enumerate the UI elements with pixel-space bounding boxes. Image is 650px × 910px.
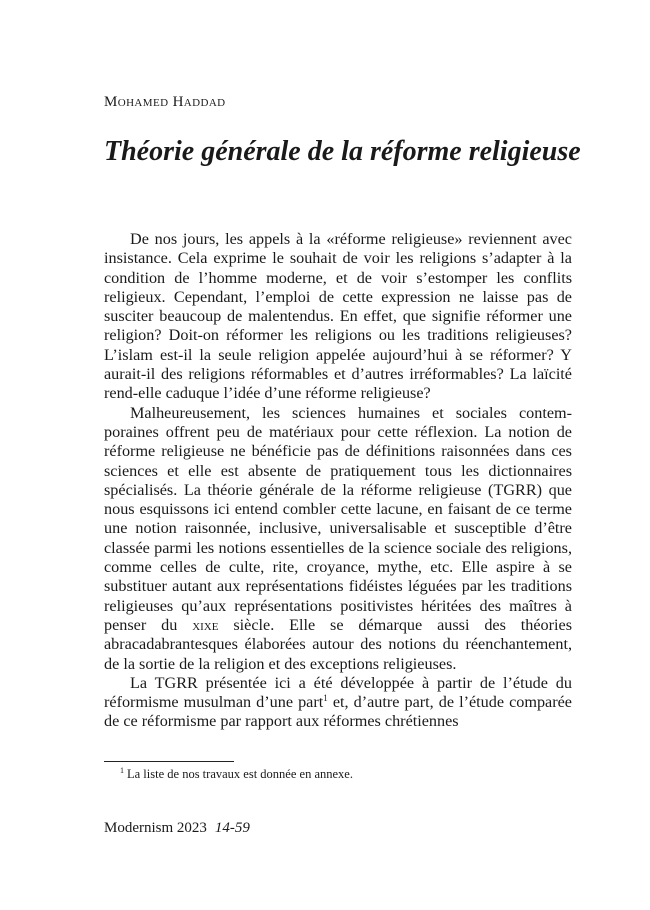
footnote-text: La liste de nos travaux est donnée en annexe. xyxy=(127,767,353,781)
footnote-number: 1 xyxy=(120,766,124,775)
page-range: 14-59 xyxy=(214,820,250,836)
paragraph-3-part-2: et, d’autre part, de l’étude comparée de ce réformisme par rapport aux réformes chrétiennes xyxy=(104,693,572,731)
paragraph-1: De nos jours, les appels à la «réforme religieuse» reviennent avec insistance. Cela exprime le souhait de voir les religions s’adapter à la condition de l’homme moderne, et de voir s’estomper les conflits religieux. Cependant, l’emploi de cette expression ne laisse pas de susciter beaucoup de malentendus. En effet, que signifie réformer une religion? Doit-on réformer les religions ou les traditions religieuses? L’islam est-il la seule religion appelée aujourd’hui à se réformer? Y aurait-il des religions réformables et d’autres irréformables? La laïcité rend-elle caduque l’idée d’une réforme religieuse? xyxy=(104,230,572,403)
footnote-reference[interactable]: 1 xyxy=(323,693,328,704)
footnote-divider xyxy=(104,761,234,762)
paragraph-2-part-2: siècle. Elle se démarque aussi des théories abracadabrantesques élaborées autour des notions du réenchantement, de la sortie de la religion et des exceptions religieuses. xyxy=(104,615,573,673)
journal-name: Modernism 2023 xyxy=(104,820,207,836)
author-name: Mohamed Haddad xyxy=(104,94,226,110)
century-numeral: xixe xyxy=(192,615,219,634)
paragraph-2 xyxy=(104,404,572,674)
paragraph-3-part-1: La TGRR présentée ici a été développée à partir de l’étude du réformisme musulman d’une part xyxy=(104,673,572,712)
paragraph-3 xyxy=(104,674,572,732)
paragraph-2-part-1: Malheureusement, les sciences humaines et sociales contemporaines offrent peu de matériaux pour cette réflexion. La notion de réforme religieuse ne bénéficie pas de définitions raisonnées dans ces sciences et elle est absente de pratiquement tous les dictionnaires spécialisés. La théorie générale de la réforme religieuse (TGRR) que nous esquissons ici entend combler cette lacune, en faisant de ce terme une notion raisonnée, inclusive, universalisable et susceptible d’être classée parmi les notions essentielles de la science sociale des religions, comme celles de culte, rite, croyance, mythe, etc. Elle aspire à se substituer autant aux représentations fidéistes léguées par les traditions religieuses qu’aux représentations positivistes héritées des maîtres à penser du xyxy=(104,403,572,634)
article-title: Théorie générale de la réforme religieuse xyxy=(104,136,581,167)
article-body xyxy=(104,230,572,732)
footnote xyxy=(120,767,353,782)
page-footer xyxy=(104,820,250,837)
